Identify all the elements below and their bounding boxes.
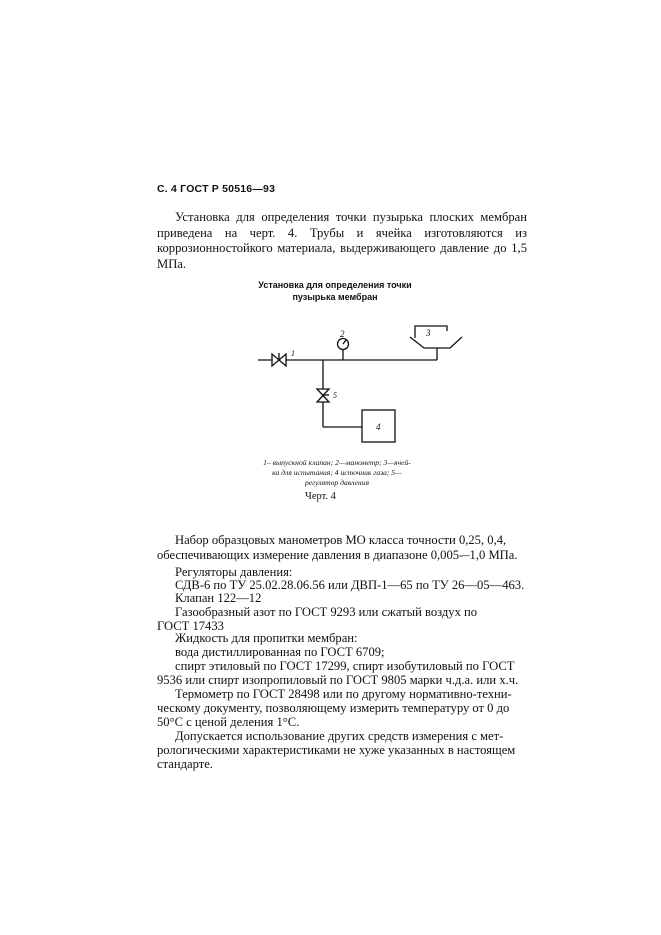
- legend-line-1: 1– выпускной клапан; 2—манометр; 3—ячей-: [263, 458, 411, 467]
- label-regulator: 5: [333, 391, 337, 400]
- body-line-15: Допускается использование других средств измерения с мет-: [175, 729, 504, 743]
- body-line-16: рологическими характеристиками не хуже указанных в настоящем: [157, 743, 516, 757]
- body-line-14: 50°С с ценой деления 1°С.: [157, 715, 300, 729]
- test-cell-cover: [415, 326, 447, 338]
- body-line-5: Клапан 122—12: [175, 591, 262, 605]
- body-line-2: обеспечивающих измерение давления в диапазоне 0,005-–1,0 МПа.: [157, 548, 518, 562]
- figure-legend: [232, 458, 442, 488]
- body-line-9: вода дистиллированная по ГОСТ 6709;: [175, 645, 385, 659]
- legend-line-2: ка для испытания; 4 источник газа; 5—: [272, 468, 402, 477]
- body-line-1: Набор образцовых манометров МО класса точности 0,25, 0,4,: [175, 533, 507, 547]
- figure-title-line-2: пузырька мембран: [292, 292, 378, 302]
- test-cell-body: [410, 337, 462, 348]
- body-line-8: Жидкость для пропитки мембран:: [175, 631, 358, 645]
- body-line-13: ческому документу, позволяющему измерить температуру от 0 до: [157, 701, 510, 715]
- label-gas-source: 4: [376, 422, 381, 432]
- body-line-10: спирт этиловый по ГОСТ 17299, спирт изобутиловый по ГОСТ: [175, 659, 515, 673]
- body-line-6: Газообразный азот по ГОСТ 9293 или сжатый воздух по: [175, 605, 478, 619]
- intro-paragraph: Установка для определения точки пузырька плоских мембран приведена на черт. 4. Трубы и ячейка изготовляются из коррозионностойкого материала, выдерживающего давление до 1,5 МПа.: [157, 210, 527, 271]
- label-cell: 3: [426, 328, 431, 338]
- body-line-7: ГОСТ 17433: [157, 619, 224, 633]
- body-line-12: Термометр по ГОСТ 28498 или по другому нормативно-техни-: [175, 687, 512, 701]
- figure-caption: Черт. 4: [305, 491, 336, 502]
- figure-title-line-1: Установка для определения точки: [258, 280, 412, 290]
- body-line-3: Регуляторы давления:: [175, 565, 293, 579]
- body-line-11: 9536 или спирт изопропиловый по ГОСТ 9805 марки ч.д.а. или х.ч.: [157, 673, 519, 687]
- label-valve: 1: [291, 349, 295, 358]
- page-header: С. 4 ГОСТ Р 50516—93: [157, 183, 276, 195]
- body-line-17: стандарте.: [157, 757, 213, 771]
- legend-line-3: регулятор давления: [304, 478, 369, 487]
- label-manometer: 2: [340, 329, 345, 339]
- body-line-4: СДВ-6 по ТУ 25.02.28.06.56 или ДВП-1—65 по ТУ 26—05—463.: [175, 578, 525, 592]
